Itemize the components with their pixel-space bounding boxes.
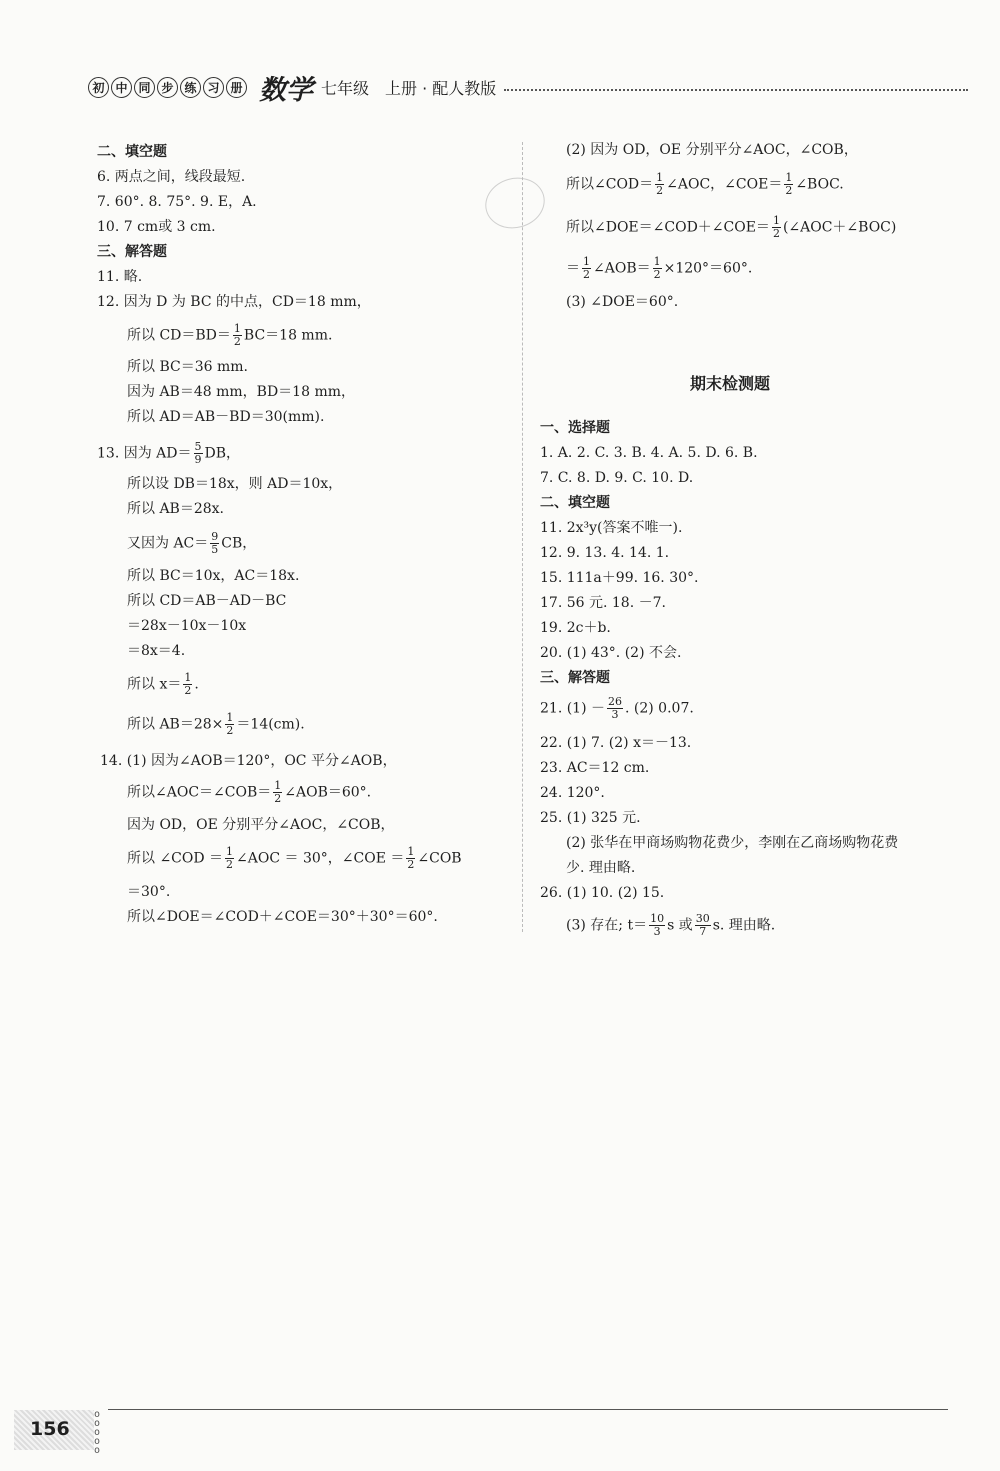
numerator: 1 — [772, 214, 780, 227]
text-part: 所以 ∠COD ＝ — [127, 850, 224, 867]
answer-line: 15. 111a＋99. 16. 30°. — [540, 570, 699, 586]
text-part: (∠AOC＋∠BOC) — [782, 219, 897, 236]
answer-line: 7. 60°. 8. 75°. 9. E，A. — [97, 194, 257, 210]
answer-line: 10. 7 cm或 3 cm. — [97, 219, 216, 235]
text-part: s. 理由略. — [712, 917, 776, 934]
fraction — [225, 712, 234, 737]
answer-line: 所以 AD＝AB－BD＝30(mm). — [127, 409, 325, 425]
answer-line: (2) 张华在甲商场购物花费少，李刚在乙商场购物花费 — [566, 835, 899, 851]
series-char: 步 — [157, 77, 178, 98]
answer-line: (2) 因为 OD，OE 分别平分∠AOC，∠COB， — [566, 142, 858, 158]
text-part: 所以∠COD＝ — [566, 176, 654, 193]
series-char: 初 — [88, 77, 109, 98]
fraction — [210, 531, 219, 556]
answer-line: 12. 9. 13. 4. 14. 1. — [540, 545, 670, 561]
text-part: . — [194, 676, 199, 693]
answer-line — [97, 441, 240, 466]
answer-line: 17. 56 元. 18. －7. — [540, 595, 666, 611]
answer-line: 22. (1) 7. (2) x＝－13. — [540, 735, 692, 751]
text-part: 所以 CD＝BD＝ — [127, 327, 231, 344]
section-heading: 二、填空题 — [97, 144, 167, 160]
fraction — [406, 846, 415, 871]
denominator: 2 — [407, 858, 415, 871]
edition-label: 上册 · 配人教版 — [385, 78, 497, 98]
answer-line: 25. (1) 325 元. — [540, 810, 641, 826]
text-part: ×120°＝60°. — [663, 260, 753, 277]
answer-line — [127, 712, 305, 737]
header-dotted-rule — [504, 89, 968, 91]
denominator: 7 — [699, 925, 707, 938]
answer-line: 所以 BC＝10x，AC＝18x. — [127, 568, 300, 584]
answer-line — [127, 780, 371, 805]
answer-line — [127, 846, 462, 871]
numerator: 1 — [583, 255, 590, 268]
series-char: 中 — [111, 77, 132, 98]
text-part: ∠AOB＝60°. — [284, 784, 372, 801]
text-part: ＝14(cm). — [236, 716, 305, 733]
fraction — [784, 172, 793, 197]
denominator: 2 — [653, 268, 661, 281]
answer-line: 11. 2x³y(答案不唯一). — [540, 520, 683, 536]
text-part: 所以 AB＝28× — [127, 716, 224, 733]
page-number: 156 — [30, 1418, 70, 1440]
text-part: 所以∠DOE＝∠COD＋∠COE＝ — [566, 219, 770, 236]
denominator: 2 — [233, 335, 241, 348]
faint-stamp-mark — [480, 171, 551, 235]
denominator: 2 — [274, 792, 282, 805]
text-part: 所以∠AOC＝∠COB＝ — [127, 784, 272, 801]
text-part: (3) 存在; t＝ — [566, 917, 648, 934]
binding-coil-icon: o o o o o — [94, 1409, 101, 1456]
numerator: 26 — [608, 695, 622, 708]
denominator: 3 — [653, 925, 661, 938]
numerator: 1 — [233, 322, 241, 335]
corner-watermark-logo — [820, 1420, 830, 1455]
text-part: ∠COB — [417, 850, 462, 867]
answer-line: 6. 两点之间，线段最短. — [97, 169, 246, 185]
denominator: 9 — [194, 453, 202, 466]
denominator: 3 — [611, 708, 619, 721]
section-heading: 二、填空题 — [540, 495, 610, 511]
grade-label: 七年级 — [321, 78, 370, 98]
answer-line — [127, 323, 332, 348]
answer-line: ＝28x－10x－10x — [127, 618, 247, 634]
answer-line: 23. AC＝12 cm. — [540, 760, 650, 776]
numerator: 1 — [785, 171, 793, 184]
subject-title: 数学 — [259, 74, 313, 106]
answer-line: 所以 BC＝36 mm. — [127, 359, 248, 375]
answer-line: 所以∠DOE＝∠COD＋∠COE＝30°＋30°＝60°. — [127, 909, 438, 925]
denominator: 2 — [583, 268, 590, 281]
corner-watermark-url — [812, 1448, 818, 1469]
fraction — [653, 256, 662, 281]
numerator: 1 — [184, 671, 192, 684]
answer-line: 20. (1) 43°. (2) 不会. — [540, 645, 682, 661]
fraction — [233, 323, 242, 348]
numerator: 5 — [194, 440, 202, 453]
section-title: 期末检测题 — [690, 374, 771, 393]
answer-line — [127, 672, 199, 697]
column-divider — [522, 142, 523, 932]
answer-line — [540, 696, 694, 721]
answer-line: ＝30°. — [127, 884, 171, 900]
answer-line: 11. 略. — [97, 269, 143, 285]
answer-line — [566, 256, 752, 281]
numerator: 9 — [211, 530, 219, 543]
fraction — [655, 172, 664, 197]
answer-line — [127, 531, 256, 556]
text-part: CB， — [221, 535, 257, 552]
text-part: ∠BOC. — [795, 176, 844, 193]
denominator: 2 — [772, 227, 780, 240]
numerator: 1 — [226, 711, 234, 724]
denominator: 2 — [226, 724, 234, 737]
denominator: 2 — [226, 858, 234, 871]
numerator: 30 — [695, 912, 710, 925]
answer-line — [566, 215, 896, 240]
fraction — [695, 913, 711, 938]
text-part: BC＝18 mm. — [243, 327, 333, 344]
numerator: 1 — [653, 255, 661, 268]
answer-line: 26. (1) 10. (2) 15. — [540, 885, 665, 901]
denominator: 2 — [785, 184, 793, 197]
text-part: ＝ — [566, 260, 580, 277]
section-heading: 三、解答题 — [97, 244, 167, 260]
footer-rule — [108, 1409, 948, 1410]
answer-line: 所以 AB＝28x. — [127, 501, 225, 517]
fraction — [183, 672, 192, 697]
fraction — [273, 780, 282, 805]
fraction — [225, 846, 234, 871]
denominator: 2 — [656, 184, 664, 197]
book-series-title — [88, 77, 247, 98]
text-part: ∠AOB＝ — [593, 260, 651, 277]
text-part: 又因为 AC＝ — [127, 535, 209, 552]
fraction — [607, 696, 623, 721]
answer-line: 12. 因为 D 为 BC 的中点，CD＝18 mm， — [97, 294, 371, 310]
answer-line: 少. 理由略. — [566, 860, 636, 876]
answer-line: 所以 CD＝AB－AD－BC — [127, 593, 287, 609]
answer-line: 19. 2c＋b. — [540, 620, 611, 636]
text-part: DB， — [204, 445, 241, 462]
text-part: ∠AOC ＝ 30°，∠COE ＝ — [236, 850, 405, 867]
answer-line: 7. C. 8. D. 9. C. 10. D. — [540, 470, 694, 486]
answer-line: 14. (1) 因为∠AOB＝120°，OC 平分∠AOB， — [100, 753, 397, 769]
numerator: 1 — [274, 779, 282, 792]
answer-line: 所以设 DB＝18x，则 AD＝10x， — [127, 476, 343, 492]
series-char: 练 — [180, 77, 201, 98]
text-part: s 或 — [667, 917, 693, 934]
denominator: 5 — [211, 543, 219, 556]
text-part: 21. (1) － — [540, 700, 605, 717]
fraction — [649, 913, 665, 938]
page-header — [88, 70, 968, 104]
section-heading: 一、选择题 — [540, 420, 610, 436]
faint-watermark — [148, 1070, 167, 1114]
series-char: 册 — [226, 77, 247, 98]
answer-line — [566, 172, 844, 197]
denominator: 2 — [184, 684, 192, 697]
numerator: 1 — [407, 845, 415, 858]
answer-line — [566, 913, 775, 938]
answer-line: (3) ∠DOE＝60°. — [566, 294, 679, 310]
answer-line: 24. 120°. — [540, 785, 605, 801]
series-char: 同 — [134, 77, 155, 98]
text-part: 13. 因为 AD＝ — [97, 445, 192, 462]
answer-line: 1. A. 2. C. 3. B. 4. A. 5. D. 6. B. — [540, 445, 758, 461]
section-heading: 三、解答题 — [540, 670, 610, 686]
answer-line: 因为 OD，OE 分别平分∠AOC，∠COB， — [127, 817, 395, 833]
answer-line: 因为 AB＝48 mm，BD＝18 mm， — [127, 384, 355, 400]
numerator: 1 — [226, 845, 234, 858]
series-char: 习 — [203, 77, 224, 98]
numerator: 1 — [656, 171, 664, 184]
numerator: 10 — [650, 912, 665, 925]
fraction — [194, 441, 203, 466]
text-part: . (2) 0.07. — [625, 700, 694, 717]
fraction — [582, 256, 591, 281]
text-part: ∠AOC，∠COE＝ — [666, 176, 783, 193]
answer-line: ＝8x＝4. — [127, 643, 186, 659]
fraction — [772, 215, 781, 240]
text-part: 所以 x＝ — [127, 676, 182, 693]
faint-watermark — [150, 1220, 169, 1264]
